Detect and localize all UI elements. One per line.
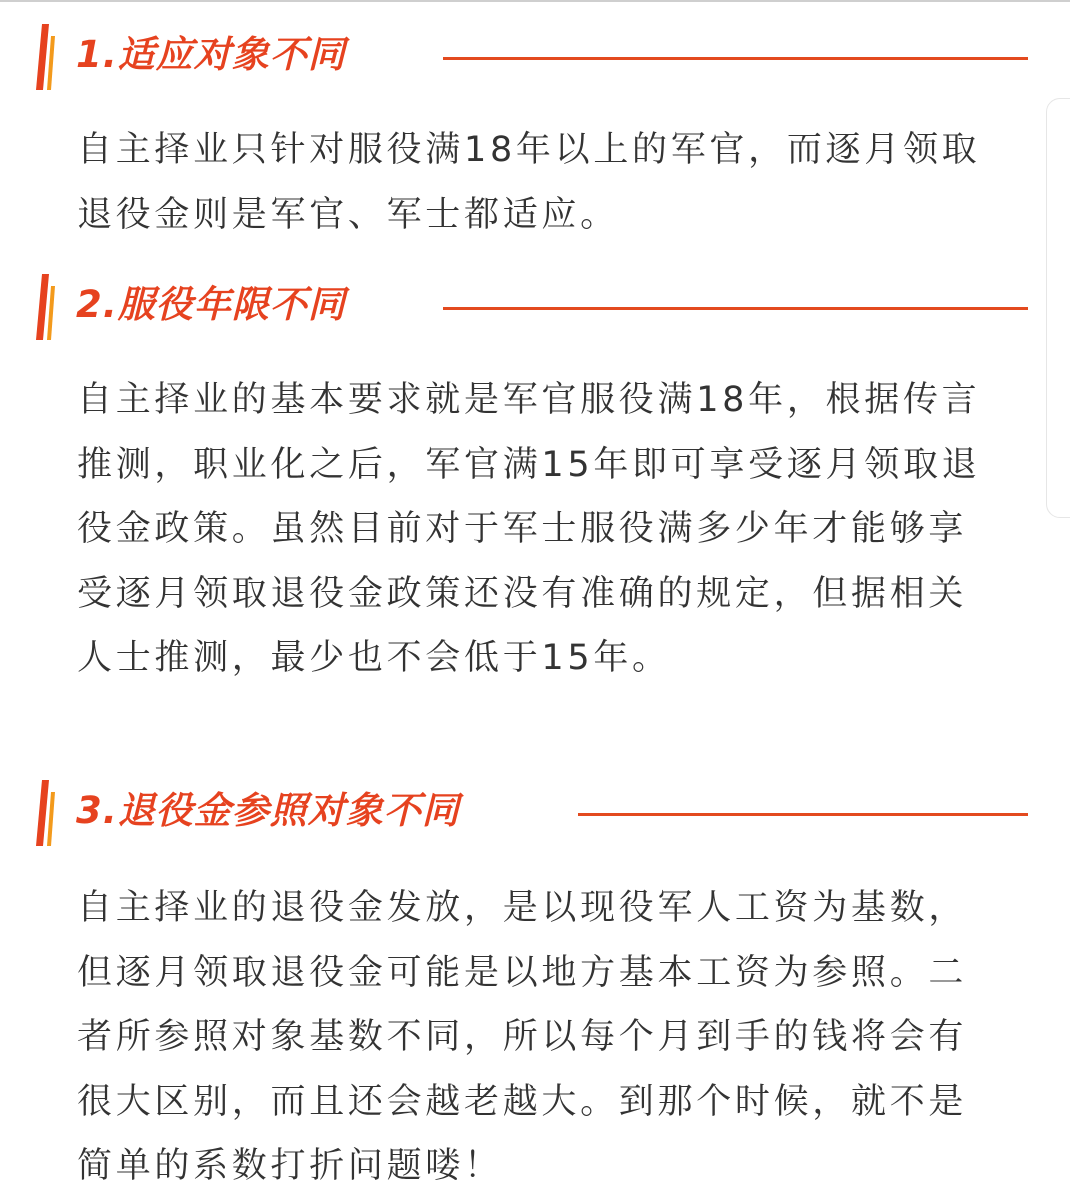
section-header-2 xyxy=(0,272,1070,352)
section-body-2: 自主择业的基本要求就是军官服役满18年，根据传言推测，职业化之后，军官满15年即可享受逐月领取退役金政策。虽然目前对于军士服役满多少年才能够享受逐月领取退役金政策还没有准确的规定，但据相关人士推测，最少也不会低于15年。 xyxy=(77,380,981,679)
top-border xyxy=(0,0,1070,2)
heading-divider xyxy=(443,57,1028,60)
heading-accent-icon xyxy=(34,778,56,848)
section-body-3: 自主择业的退役金发放，是以现役军人工资为基数，但逐月领取退役金可能是以地方基本工资为参照。二者所参照对象基数不同，所以每个月到手的钱将会有很大区别，而且还会越老越大。到那个时候，就不是简单的系数打折问题喽！ xyxy=(77,888,968,1187)
section-heading: 3.退役金参照对象不同 xyxy=(76,789,460,832)
section-header-3 xyxy=(0,778,1070,858)
heading-divider xyxy=(578,813,1028,816)
section-heading: 1.适应对象不同 xyxy=(76,33,346,76)
section-heading: 2.服役年限不同 xyxy=(76,283,346,326)
section-header-1 xyxy=(0,22,1070,102)
heading-accent-icon xyxy=(34,22,56,92)
heading-divider xyxy=(443,307,1028,310)
heading-accent-icon xyxy=(34,272,56,342)
section-body-1: 自主择业只针对服役满18年以上的军官，而逐月领取退役金则是军官、军士都适应。 xyxy=(77,130,981,235)
